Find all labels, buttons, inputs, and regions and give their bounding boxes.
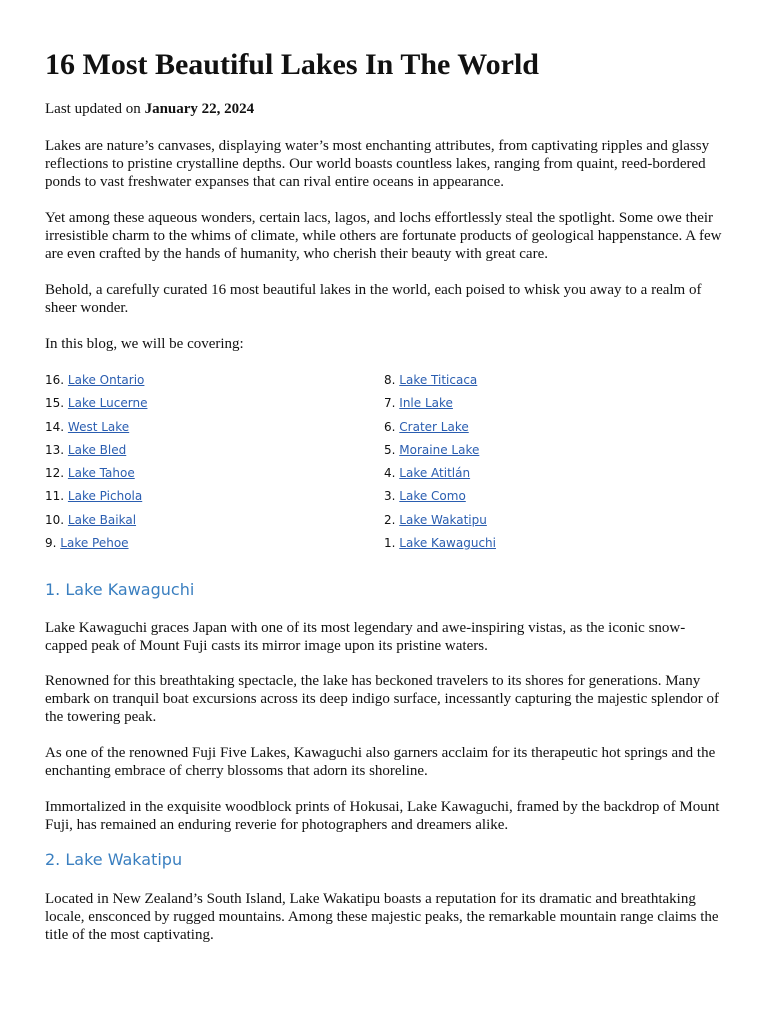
- toc-item-number: 7.: [384, 396, 396, 411]
- toc-link-lake-kawaguchi[interactable]: Lake Kawaguchi: [399, 536, 496, 551]
- toc-item: [384, 486, 496, 509]
- section-heading-lake-wakatipu: 2. Lake Wakatipu: [45, 850, 183, 869]
- toc-item-number: 2.: [384, 512, 396, 527]
- toc-item-number: 8.: [384, 373, 396, 387]
- intro-paragraph: Lakes are nature’s canvases, displaying water’s most enchanting attributes, from captivating ripples and glassy reflections to pristine crystalline depths. Our world boasts countless lakes, ranging from quaint, reed-bordered ponds to vast freshwater expanses that can rival entire oceans in appearance.: [45, 138, 710, 190]
- toc-link-lake-pehoe[interactable]: Lake Pehoe: [60, 536, 129, 551]
- toc-item-number: 1.: [384, 536, 396, 551]
- last-updated-date: January 22, 2024: [144, 101, 255, 117]
- toc-link-inle-lake[interactable]: Inle Lake: [399, 396, 453, 411]
- last-updated: [45, 100, 254, 118]
- toc-item: [384, 463, 496, 486]
- toc-link-lake-como[interactable]: Lake Como: [399, 489, 466, 504]
- toc-link-crater-lake[interactable]: Crater Lake: [399, 419, 469, 434]
- section-paragraph: Immortalized in the exquisite woodblock prints of Hokusai, Lake Kawaguchi, framed by the backdrop of Mount Fuji, has remained an enduring reverie for photographers and dreamers alike.: [45, 799, 720, 833]
- toc-item: [384, 370, 496, 393]
- toc-link-moraine-lake[interactable]: Moraine Lake: [399, 442, 480, 457]
- section-heading-lake-kawaguchi: 1. Lake Kawaguchi: [45, 580, 195, 599]
- toc-link-lake-atitlan[interactable]: Lake Atitlán: [399, 466, 471, 481]
- toc-item-number: 11.: [45, 489, 65, 504]
- toc-item-number: 5.: [384, 442, 396, 457]
- toc-item-number: 15.: [45, 396, 65, 411]
- toc-item-number: 9.: [45, 536, 57, 551]
- toc-column-left: [45, 370, 147, 556]
- toc-item: [384, 417, 496, 440]
- toc-link-lake-bled[interactable]: Lake Bled: [67, 442, 127, 457]
- intro-paragraph: In this blog, we will be covering:: [45, 336, 244, 352]
- toc-item: [45, 370, 147, 393]
- toc-item: [45, 417, 147, 440]
- toc-link-lake-wakatipu[interactable]: Lake Wakatipu: [399, 512, 487, 527]
- toc-item-number: 16.: [45, 373, 65, 387]
- toc-link-lake-tahoe[interactable]: Lake Tahoe: [67, 466, 135, 481]
- intro-paragraph: Behold, a carefully curated 16 most beautiful lakes in the world, each poised to whisk you away to a realm of sheer wonder.: [45, 282, 702, 316]
- table-of-contents: [45, 370, 725, 555]
- section-paragraph: Located in New Zealand’s South Island, Lake Wakatipu boasts a reputation for its dramatic and breathtaking locale, ensconced by rugged mountains. Among these majestic peaks, the remarkable mountain range claims the title of the most captivating.: [45, 891, 719, 943]
- toc-item-number: 13.: [45, 442, 65, 457]
- toc-item-number: 3.: [384, 489, 396, 504]
- toc-item: [384, 533, 496, 556]
- section-paragraph: Renowned for this breathtaking spectacle, the lake has beckoned travelers to its shores for generations. Many embark on tranquil boat excursions across its deep indigo surface, incessantly capturing the majestic splendor of the towering peak.: [45, 673, 719, 725]
- article-title: 16 Most Beautiful Lakes In The World: [45, 48, 539, 81]
- toc-item: [384, 393, 496, 416]
- last-updated-prefix: Last updated on: [45, 101, 141, 117]
- toc-item-number: 4.: [384, 466, 396, 481]
- toc-link-lake-pichola[interactable]: Lake Pichola: [67, 489, 143, 504]
- section-paragraph: Lake Kawaguchi graces Japan with one of its most legendary and awe-inspiring vistas, as the iconic snow-capped peak of Mount Fuji casts its mirror image upon its pristine waters.: [45, 620, 686, 654]
- toc-item: [45, 393, 147, 416]
- toc-link-lake-titicaca[interactable]: Lake Titicaca: [399, 373, 478, 387]
- toc-column-right: [384, 370, 496, 556]
- toc-item: [45, 486, 147, 509]
- toc-item-number: 10.: [45, 512, 65, 527]
- toc-item-number: 6.: [384, 419, 396, 434]
- toc-item: [45, 510, 147, 533]
- toc-item: [384, 440, 496, 463]
- toc-item-number: 14.: [45, 419, 65, 434]
- toc-link-lake-ontario[interactable]: Lake Ontario: [67, 373, 145, 387]
- toc-link-lake-lucerne[interactable]: Lake Lucerne: [67, 396, 148, 411]
- toc-item: [45, 440, 147, 463]
- toc-item: [384, 510, 496, 533]
- toc-item: [45, 463, 147, 486]
- toc-item-number: 12.: [45, 466, 65, 481]
- section-paragraph: As one of the renowned Fuji Five Lakes, Kawaguchi also garners acclaim for its therapeutic hot springs and the enchanting embrace of cherry blossoms that adorn its shoreline.: [45, 745, 716, 779]
- toc-item: [45, 533, 147, 556]
- toc-link-west-lake[interactable]: West Lake: [67, 419, 130, 434]
- intro-paragraph: Yet among these aqueous wonders, certain lacs, lagos, and lochs effortlessly steal the spotlight. Some owe their irresistible charm to the whims of climate, while others are fortunate products of geological happenstance. A few are even crafted by the hands of humanity, who cherish their beauty with great care.: [45, 210, 722, 262]
- toc-link-lake-baikal[interactable]: Lake Baikal: [67, 512, 137, 527]
